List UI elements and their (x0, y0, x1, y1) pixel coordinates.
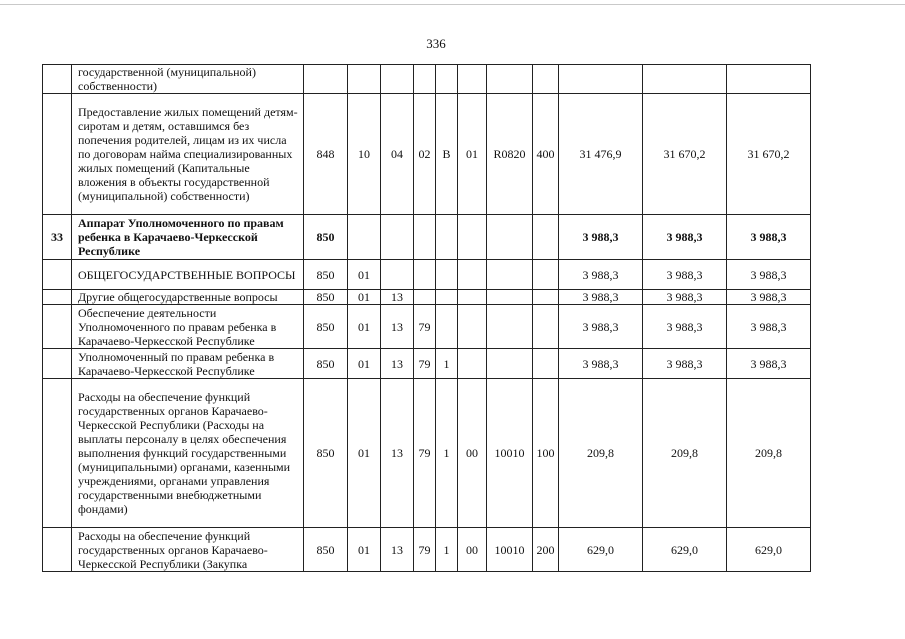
ved-code: 850 (304, 215, 348, 260)
subsection-code: 13 (381, 379, 414, 528)
target-code-4: 10010 (487, 379, 533, 528)
target-code-3 (458, 215, 487, 260)
ved-code: 850 (304, 290, 348, 305)
subsection-code (381, 215, 414, 260)
table-row (43, 349, 811, 379)
amount-year-1: 629,0 (559, 528, 643, 572)
table-row (43, 290, 811, 305)
row-name: Расходы на обеспечение функций государственных органов Карачаево-Черкесской Республики (Расходы на выплаты персоналу в целях обеспечения выполнения функций государственными (муниципальными) органами, казенными учреждениями, органами управления государственными внебюджетными фондами) (72, 379, 304, 528)
row-name: Обеспечение деятельности Уполномоченного по правам ребенка в Карачаево-Черкесской Республике (72, 305, 304, 349)
section-code: 01 (348, 260, 381, 290)
amount-year-1: 3 988,3 (559, 215, 643, 260)
amount-year-2: 3 988,3 (643, 290, 727, 305)
section-code: 10 (348, 94, 381, 215)
target-code-4 (487, 305, 533, 349)
amount-year-1: 209,8 (559, 379, 643, 528)
subsection-code: 13 (381, 349, 414, 379)
amount-year-2: 209,8 (643, 379, 727, 528)
subsection-code: 13 (381, 290, 414, 305)
section-code: 01 (348, 290, 381, 305)
row-number (43, 260, 72, 290)
subsection-code: 13 (381, 528, 414, 572)
ved-code (304, 65, 348, 94)
amount-year-3: 3 988,3 (727, 349, 811, 379)
target-code-1 (414, 65, 436, 94)
amount-year-2: 3 988,3 (643, 260, 727, 290)
amount-year-1: 31 476,9 (559, 94, 643, 215)
table-row (43, 305, 811, 349)
target-code-2: 1 (436, 349, 458, 379)
target-code-2: 1 (436, 379, 458, 528)
target-code-1: 02 (414, 94, 436, 215)
ved-code: 850 (304, 379, 348, 528)
section-code: 01 (348, 379, 381, 528)
amount-year-1: 3 988,3 (559, 290, 643, 305)
target-code-3: 00 (458, 379, 487, 528)
target-code-2 (436, 305, 458, 349)
table-row (43, 215, 811, 260)
target-code-1 (414, 260, 436, 290)
ved-code: 850 (304, 349, 348, 379)
target-code-3 (458, 349, 487, 379)
amount-year-2: 3 988,3 (643, 305, 727, 349)
row-number (43, 305, 72, 349)
target-code-1: 79 (414, 305, 436, 349)
subsection-code (381, 65, 414, 94)
target-code-4: 10010 (487, 528, 533, 572)
subsection-code: 04 (381, 94, 414, 215)
target-code-3 (458, 65, 487, 94)
target-code-1 (414, 290, 436, 305)
row-number (43, 94, 72, 215)
expense-type-code: 400 (533, 94, 559, 215)
expense-type-code (533, 215, 559, 260)
table-row (43, 65, 811, 94)
amount-year-2 (643, 65, 727, 94)
expense-type-code (533, 290, 559, 305)
amount-year-3: 629,0 (727, 528, 811, 572)
target-code-3: 01 (458, 94, 487, 215)
section-code: 01 (348, 349, 381, 379)
target-code-4 (487, 349, 533, 379)
target-code-4 (487, 65, 533, 94)
row-name: Уполномоченный по правам ребенка в Карачаево-Черкесской Республике (72, 349, 304, 379)
expense-type-code: 100 (533, 379, 559, 528)
row-name: Предоставление жилых помещений детям-сиротам и детям, оставшимся без попечения родителей, лицам из их числа по договорам найма специализированных жилых помещений (Капитальные вложения в объекты государственной (муниципальной) собственности) (72, 94, 304, 215)
target-code-1 (414, 215, 436, 260)
row-number (43, 65, 72, 94)
table-row (43, 528, 811, 572)
subsection-code (381, 260, 414, 290)
table-row (43, 94, 811, 215)
target-code-3: 00 (458, 528, 487, 572)
target-code-2: В (436, 94, 458, 215)
amount-year-3: 3 988,3 (727, 305, 811, 349)
row-number (43, 379, 72, 528)
target-code-2 (436, 290, 458, 305)
amount-year-2: 629,0 (643, 528, 727, 572)
target-code-3 (458, 260, 487, 290)
expense-type-code (533, 349, 559, 379)
target-code-2: 1 (436, 528, 458, 572)
table-row (43, 260, 811, 290)
section-code (348, 65, 381, 94)
amount-year-2: 3 988,3 (643, 215, 727, 260)
page-number: 336 (426, 36, 446, 51)
target-code-2 (436, 260, 458, 290)
row-number: 33 (43, 215, 72, 260)
top-rule (0, 4, 905, 5)
row-number (43, 349, 72, 379)
section-code: 01 (348, 528, 381, 572)
expense-type-code (533, 65, 559, 94)
amount-year-3 (727, 65, 811, 94)
ved-code: 850 (304, 260, 348, 290)
amount-year-2: 3 988,3 (643, 349, 727, 379)
amount-year-2: 31 670,2 (643, 94, 727, 215)
row-name: Расходы на обеспечение функций государственных органов Карачаево-Черкесской Республики (Закупка (72, 528, 304, 572)
amount-year-3: 3 988,3 (727, 215, 811, 260)
row-number (43, 290, 72, 305)
target-code-4 (487, 290, 533, 305)
target-code-1: 79 (414, 528, 436, 572)
row-name: государственной (муниципальной) собственности) (72, 65, 304, 94)
target-code-1: 79 (414, 379, 436, 528)
expense-type-code: 200 (533, 528, 559, 572)
expense-type-code (533, 260, 559, 290)
amount-year-1 (559, 65, 643, 94)
target-code-4 (487, 260, 533, 290)
row-name: Другие общегосударственные вопросы (72, 290, 304, 305)
target-code-2 (436, 215, 458, 260)
ved-code: 850 (304, 305, 348, 349)
ved-code: 850 (304, 528, 348, 572)
row-name: Аппарат Уполномоченного по правам ребенка в Карачаево-Черкесской Республике (72, 215, 304, 260)
row-name: ОБЩЕГОСУДАРСТВЕННЫЕ ВОПРОСЫ (72, 260, 304, 290)
section-code (348, 215, 381, 260)
subsection-code: 13 (381, 305, 414, 349)
amount-year-3: 31 670,2 (727, 94, 811, 215)
amount-year-3: 3 988,3 (727, 290, 811, 305)
amount-year-3: 3 988,3 (727, 260, 811, 290)
target-code-1: 79 (414, 349, 436, 379)
amount-year-3: 209,8 (727, 379, 811, 528)
target-code-3 (458, 305, 487, 349)
amount-year-1: 3 988,3 (559, 349, 643, 379)
target-code-4: R0820 (487, 94, 533, 215)
target-code-4 (487, 215, 533, 260)
target-code-3 (458, 290, 487, 305)
section-code: 01 (348, 305, 381, 349)
table-row (43, 379, 811, 528)
ved-code: 848 (304, 94, 348, 215)
amount-year-1: 3 988,3 (559, 260, 643, 290)
budget-table (42, 64, 811, 572)
row-number (43, 528, 72, 572)
amount-year-1: 3 988,3 (559, 305, 643, 349)
expense-type-code (533, 305, 559, 349)
target-code-2 (436, 65, 458, 94)
